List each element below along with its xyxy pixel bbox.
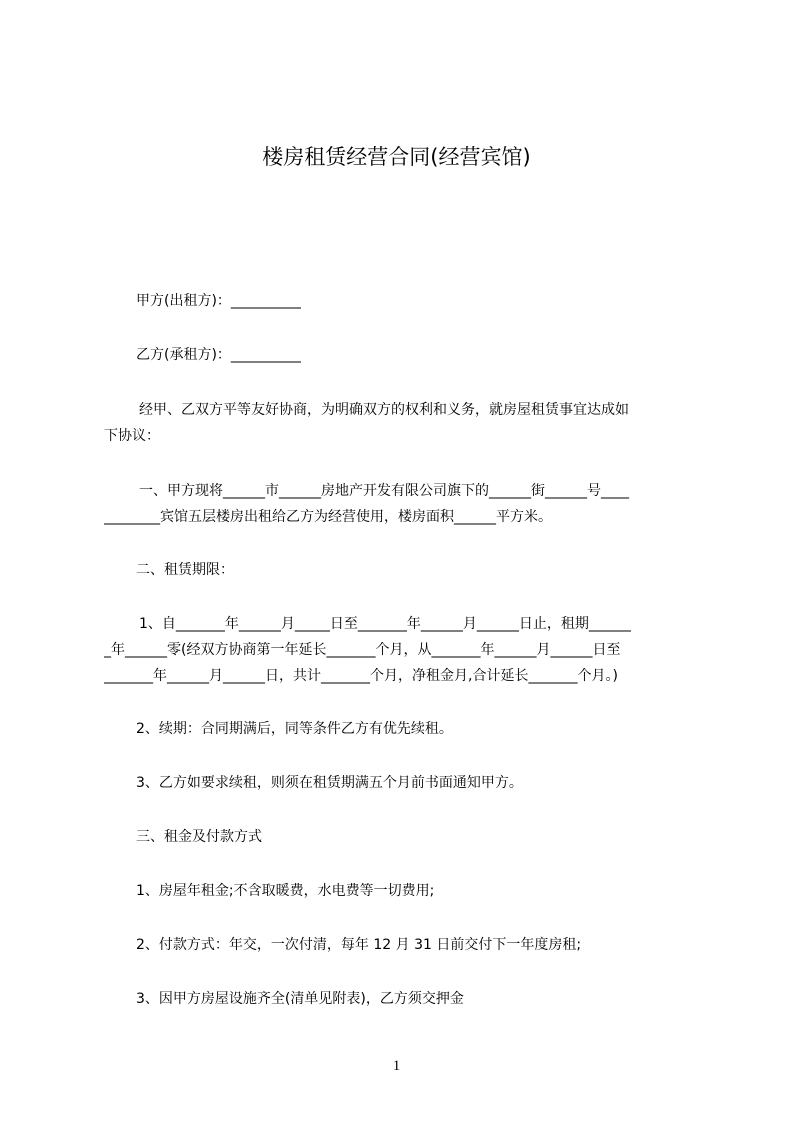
- clause2-1-line-2: _年______零(经双方协商第一年延长_______个月，从_______年______月______日至: [104, 642, 621, 658]
- clause3-2-line: 2、付款方式：年交，一次付清，每年 12 月 31 日前交付下一年度房租;: [136, 937, 582, 953]
- clause2-1-line-1: 1、自_______年______月_____日至_______年______月______日止，租期______: [139, 616, 631, 632]
- clause2-3-line: 3、乙方如要求续租，则须在租赁期满五个月前书面通知甲方。: [136, 775, 523, 791]
- clause2-2-line: 2、续期：合同期满后，同等条件乙方有优先续租。: [136, 721, 453, 737]
- page-number: 1: [392, 1058, 401, 1074]
- clause3-3-line: 3、因甲方房屋设施齐全(清单见附表)，乙方须交押金: [136, 991, 464, 1007]
- intro-line-1: 经甲、乙双方平等友好协商，为明确双方的权利和义务，就房屋租赁事宜达成如: [139, 402, 629, 418]
- intro-line-2: 下协议：: [104, 428, 160, 444]
- party-b-line: 乙方(承租方)：__________: [136, 347, 301, 363]
- clause3-heading: 三、租金及付款方式: [136, 829, 262, 845]
- clause2-1-line-3: _______年______月______日，共计_______个月，净租金月,合计延长_______个月。): [104, 668, 618, 684]
- clause3-1-line: 1、房屋年租金;不含取暖费，水电费等一切费用;: [136, 883, 435, 899]
- clause1-line-1: 一、甲方现将______市______房地产开发有限公司旗下的______街______号____: [139, 483, 629, 499]
- clause2-heading: 二、租赁期限：: [136, 562, 234, 578]
- clause1-line-2: ________宾馆五层楼房出租给乙方为经营使用，楼房面积______平方米。: [104, 509, 552, 525]
- party-a-line: 甲方(出租方)：__________: [136, 293, 301, 309]
- document-title: 楼房租赁经营合同(经营宾馆): [262, 145, 531, 169]
